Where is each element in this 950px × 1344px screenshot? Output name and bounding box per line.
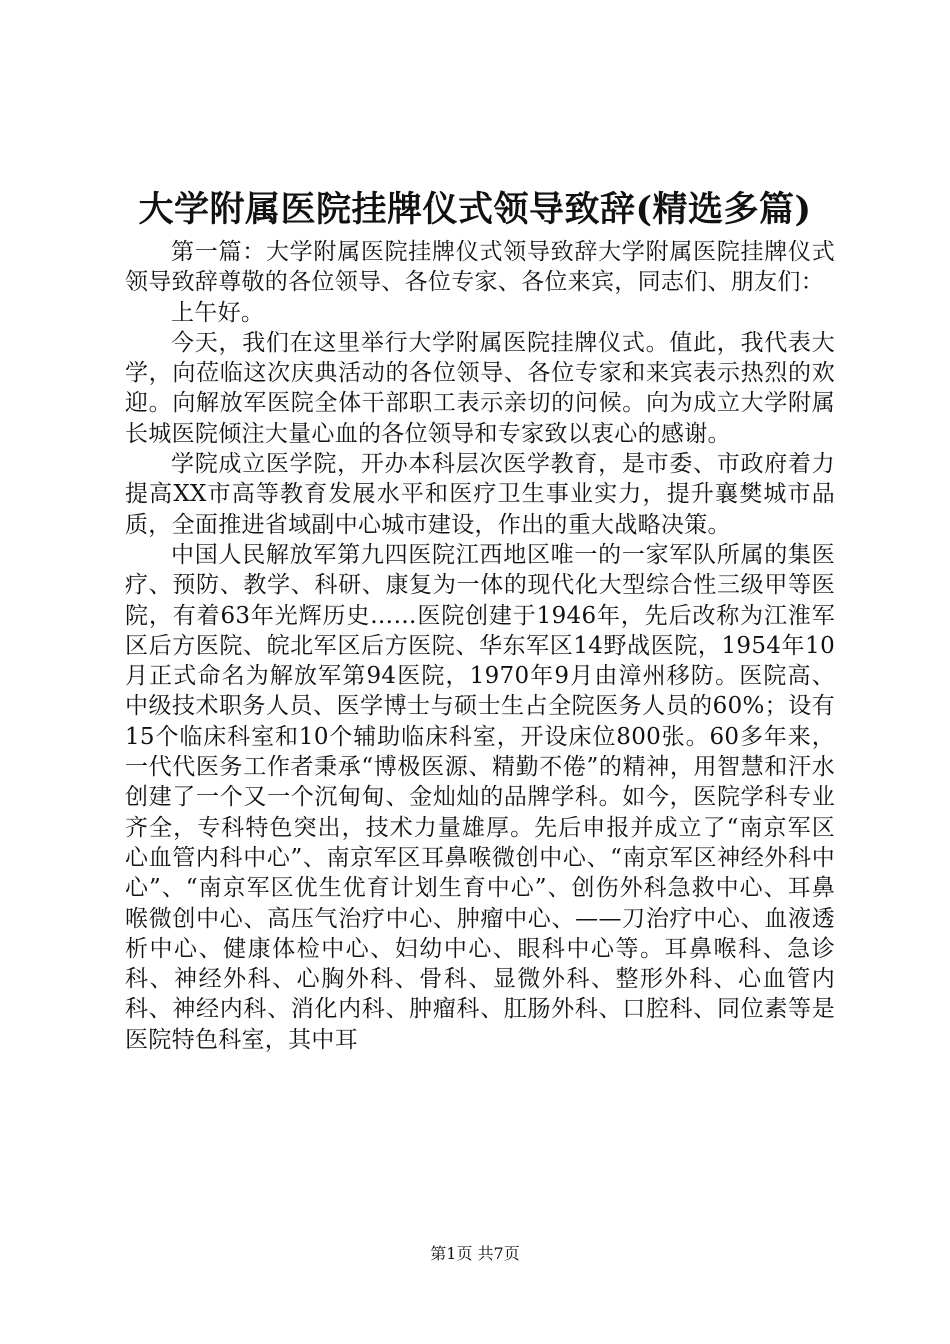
page-number-footer: 第1页 共7页 [430, 1244, 520, 1263]
document-title: 大学附属医院挂牌仪式领导致辞(精选多篇) [138, 189, 812, 230]
paragraph: 上午好。 [171, 299, 265, 326]
paragraph: 今天，我们在这里举行大学附属医院挂牌仪式。值此，我代表大学，向莅临这次庆典活动的各位领导、各位专家和来宾表示热烈的欢迎。向解放军医院全体干部职工表示亲切的问候。向为成立大学附属长城医院倾注大量心血的各位领导和专家致以衷心的感谢。 [125, 329, 835, 447]
paragraph: 第一篇：大学附属医院挂牌仪式领导致辞大学附属医院挂牌仪式领导致辞尊敬的各位领导、各位专家、各位来宾，同志们、朋友们： [125, 239, 835, 296]
paragraph: 中国人民解放军第九四医院江西地区唯一的一家军队所属的集医疗、预防、教学、科研、康复为一体的现代化大型综合性三级甲等医院，有着63年光辉历史……医院创建于1946年，先后改称为江淮军区后方医院、皖北军区后方医院、华东军区14野战医院，1954年10月正式命名为解放军第94医院，1970年9月由漳州移防。医院高、中级技术职务人员、医学博士与硕士生占全院医务人员的60%；设有15个临床科室和10个辅助临床科室，开设床位800张。60多年来，一代代医务工作者秉承“博极医源、精勤不倦”的精神，用智慧和汗水创建了一个又一个沉甸甸、金灿灿的品牌学科。如今，医院学科专业齐全，专科特色突出，技术力量雄厚。先后申报并成立了“南京军区心血管内科中心”、南京军区耳鼻喉微创中心、“南京军区神经外科中心”、“南京军区优生优育计划生育中心”、创伤外科急救中心、耳鼻喉微创中心、高压气治疗中心、肿瘤中心、——刀治疗中心、血液透析中心、健康体检中心、妇幼中心、眼科中心等。耳鼻喉科、急诊科、神经外科、心胸外科、骨科、显微外科、整形外科、心血管内科、神经内科、消化内科、肿瘤科、肛肠外科、口腔科、同位素等是医院特色科室，其中耳 [125, 541, 835, 1053]
paragraph: 学院成立医学院，开办本科层次医学教育，是市委、市政府着力提高XX市高等教育发展水平和医疗卫生事业实力，提升襄樊城市品质，全面推进省域副中心城市建设，作出的重大战略决策。 [125, 451, 835, 538]
document-body [125, 237, 835, 1055]
